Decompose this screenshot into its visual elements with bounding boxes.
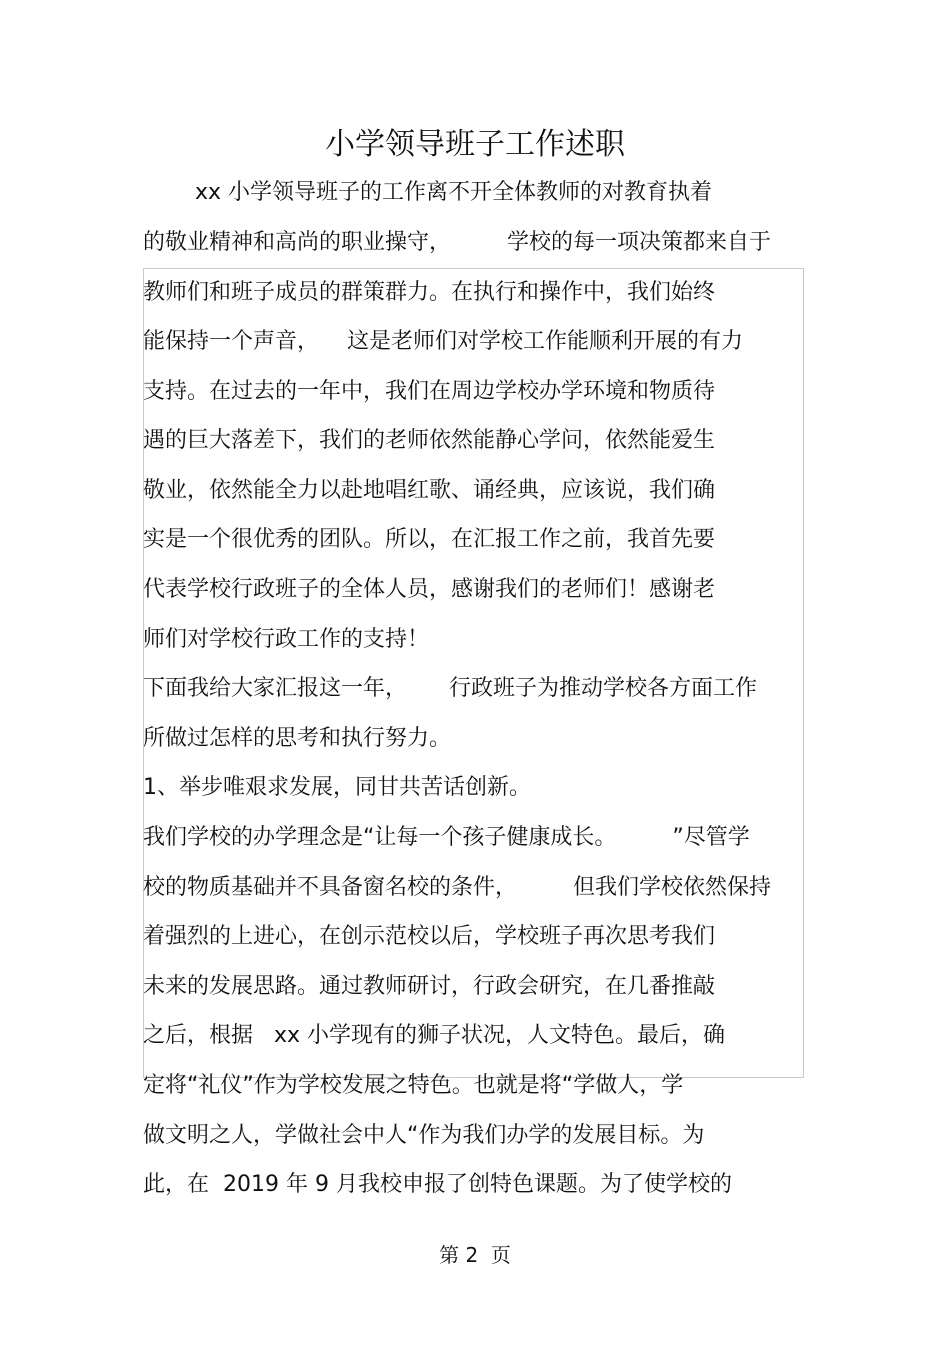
- body-line-6: 遇的巨大落差下，我们的老师依然能静心学问，依然能爱生: [143, 428, 716, 453]
- body-line-7: 敬业，依然能全力以赴地唱红歌、诵经典，应该说，我们确: [143, 478, 716, 503]
- body-line-2: 的敬业精神和高尚的职业操守， 学校的每一项决策都来自于: [143, 230, 771, 255]
- document-title: 小学领导班子工作述职: [325, 127, 625, 162]
- body-line-8: 实是一个很优秀的团队。所以，在汇报工作之前，我首先要: [143, 527, 716, 552]
- body-line-20: 做文明之人，学做社会中人“作为我们办学的发展目标。为: [143, 1123, 705, 1148]
- body-line-12: 所做过怎样的思考和执行努力。: [143, 726, 452, 751]
- body-line-15: 校的物质基础并不具备窗名校的条件， 但我们学校依然保持: [143, 875, 771, 900]
- body-line-3: 教师们和班子成员的群策群力。在执行和操作中，我们始终: [143, 280, 716, 305]
- body-line-10: 师们对学校行政工作的支持！: [143, 627, 430, 652]
- body-line-1: xx 小学领导班子的工作离不开全体教师的对教育执着: [195, 180, 713, 205]
- body-line-13: 1、举步唯艰求发展，同甘共苦话创新。: [143, 775, 531, 800]
- body-line-9: 代表学校行政班子的全体人员，感谢我们的老师们！感谢老: [143, 577, 716, 602]
- body-line-16: 着强烈的上进心，在创示范校以后，学校班子再次思考我们: [143, 924, 716, 949]
- body-line-11: 下面我给大家汇报这一年， 行政班子为推动学校各方面工作: [143, 676, 757, 701]
- body-line-17: 未来的发展思路。通过教师研讨，行政会研究，在几番推敲: [143, 974, 716, 999]
- body-line-21: 此，在 2019 年 9 月我校申报了创特色课题。为了使学校的: [143, 1172, 732, 1197]
- body-line-5: 支持。在过去的一年中，我们在周边学校办学环境和物质待: [143, 379, 716, 404]
- body-line-14: 我们学校的办学理念是“让每一个孩子健康成长。 ”尽管学: [143, 825, 750, 850]
- page-number: 第 2 页: [439, 1243, 511, 1267]
- body-line-18: 之后，根据 xx 小学现有的狮子状况，人文特色。最后，确: [143, 1023, 726, 1048]
- body-line-4: 能保持一个声音， 这是老师们对学校工作能顺利开展的有力: [143, 329, 743, 354]
- body-line-19: 定将“礼仪”作为学校发展之特色。也就是将“学做人，学: [143, 1073, 684, 1098]
